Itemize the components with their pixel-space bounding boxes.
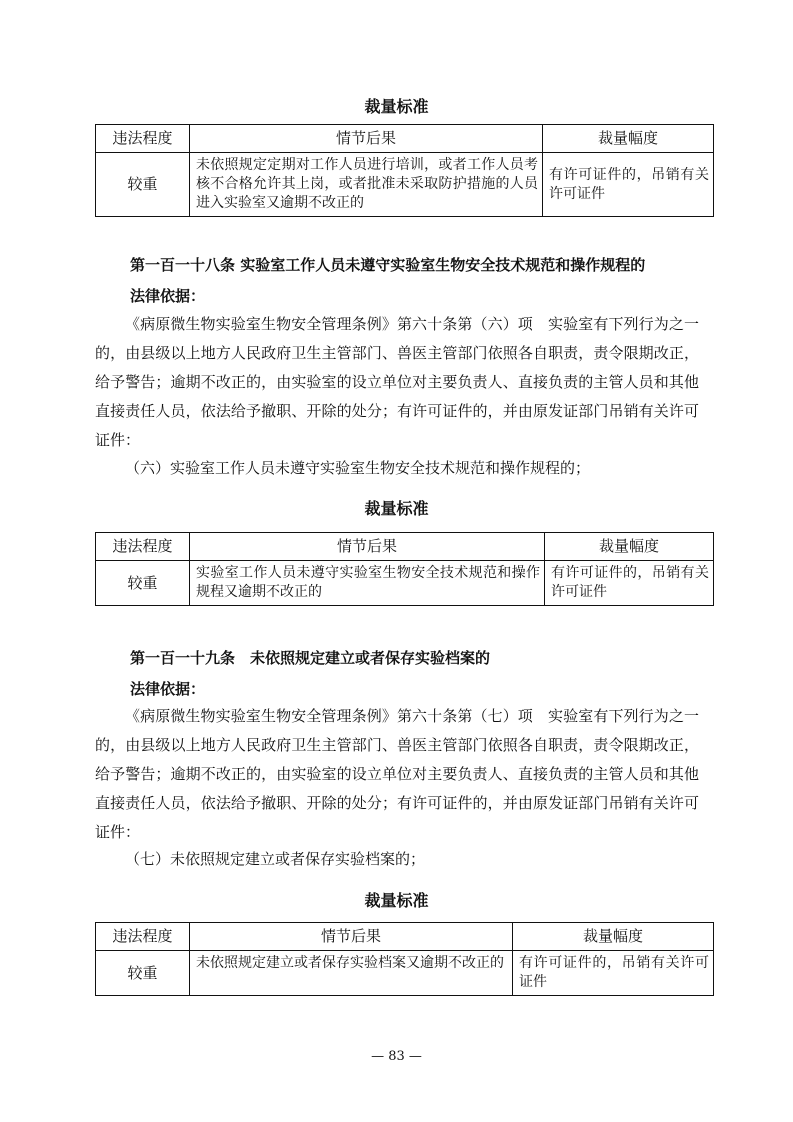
cell-measure: 有许可证件的，吊销有关许可证件 bbox=[545, 561, 714, 606]
legal-basis-paragraph: 《病原微生物实验室生物安全管理条例》第六十条第（七）项 实验室有下列行为之一的，由县级以上地方人民政府卫生主管部门、兽医主管部门依照各自职责，责令限期改正，给予警告；逾期不改正的，由实验室的设立单位对主要负责人、直接负责的主管人员和其他直接责任人员，依法给予撤职、开除的处分；有许可证件的，并由原发证部门吊销有关许可证件： bbox=[95, 707, 699, 841]
table-header-row bbox=[96, 923, 714, 951]
header-measure: 裁量幅度 bbox=[543, 125, 714, 153]
legal-basis-label: 法律依据： bbox=[130, 287, 206, 305]
table-title: 裁量标准 bbox=[364, 97, 429, 116]
legal-item-text: （七）未依照规定建立或者保存实验档案的； bbox=[125, 850, 426, 868]
legal-item-text: （六）实验室工作人员未遵守实验室生物安全技术规范和操作规程的； bbox=[125, 459, 591, 477]
cell-measure: 有许可证件的，吊销有关许可证件 bbox=[543, 153, 714, 217]
cell-circumstance: 未依照规定定期对工作人员进行培训，或者工作人员考核不合格允许其上岗，或者批准未采取防护措施的人员进入实验室又逾期不改正的 bbox=[190, 153, 543, 217]
cell-circumstance: 未依照规定建立或者保存实验档案又逾期不改正的 bbox=[190, 951, 513, 996]
table-row bbox=[96, 153, 714, 217]
discretion-table bbox=[95, 124, 714, 217]
header-degree: 违法程度 bbox=[96, 533, 190, 561]
header-circumstance: 情节后果 bbox=[190, 923, 513, 951]
legal-basis-paragraph: 《病原微生物实验室生物安全管理条例》第六十条第（六）项 实验室有下列行为之一的，由县级以上地方人民政府卫生主管部门、兽医主管部门依照各自职责，责令限期改正，给予警告；逾期不改正的，由实验室的设立单位对主要负责人、直接负责的主管人员和其他直接责任人员，依法给予撤职、开除的处分；有许可证件的，并由原发证部门吊销有关许可证件： bbox=[95, 315, 699, 449]
page-number: — 83 — bbox=[371, 1049, 422, 1064]
cell-measure: 有许可证件的，吊销有关许可证件 bbox=[513, 951, 714, 996]
legal-basis-label: 法律依据： bbox=[130, 680, 206, 698]
header-circumstance: 情节后果 bbox=[190, 125, 543, 153]
table-row bbox=[96, 951, 714, 996]
legal-basis-text bbox=[95, 702, 699, 847]
cell-circumstance: 实验室工作人员未遵守实验室生物安全技术规范和操作规程又逾期不改正的 bbox=[190, 561, 545, 606]
header-measure: 裁量幅度 bbox=[513, 923, 714, 951]
header-measure: 裁量幅度 bbox=[545, 533, 714, 561]
cell-degree: 较重 bbox=[96, 561, 190, 606]
article-title: 第一百一十八条 实验室工作人员未遵守实验室生物安全技术规范和操作规程的 bbox=[130, 256, 646, 274]
table-row bbox=[96, 561, 714, 606]
article-title: 第一百一十九条 未依照规定建立或者保存实验档案的 bbox=[130, 649, 491, 667]
table-title: 裁量标准 bbox=[364, 499, 429, 518]
header-circumstance: 情节后果 bbox=[190, 533, 545, 561]
header-degree: 违法程度 bbox=[96, 125, 190, 153]
discretion-table bbox=[95, 922, 714, 996]
legal-basis-text bbox=[95, 310, 699, 455]
header-degree: 违法程度 bbox=[96, 923, 190, 951]
table-header-row bbox=[96, 125, 714, 153]
table-header-row bbox=[96, 533, 714, 561]
cell-degree: 较重 bbox=[96, 153, 190, 217]
table-title: 裁量标准 bbox=[364, 891, 429, 910]
cell-degree: 较重 bbox=[96, 951, 190, 996]
discretion-table bbox=[95, 532, 714, 606]
